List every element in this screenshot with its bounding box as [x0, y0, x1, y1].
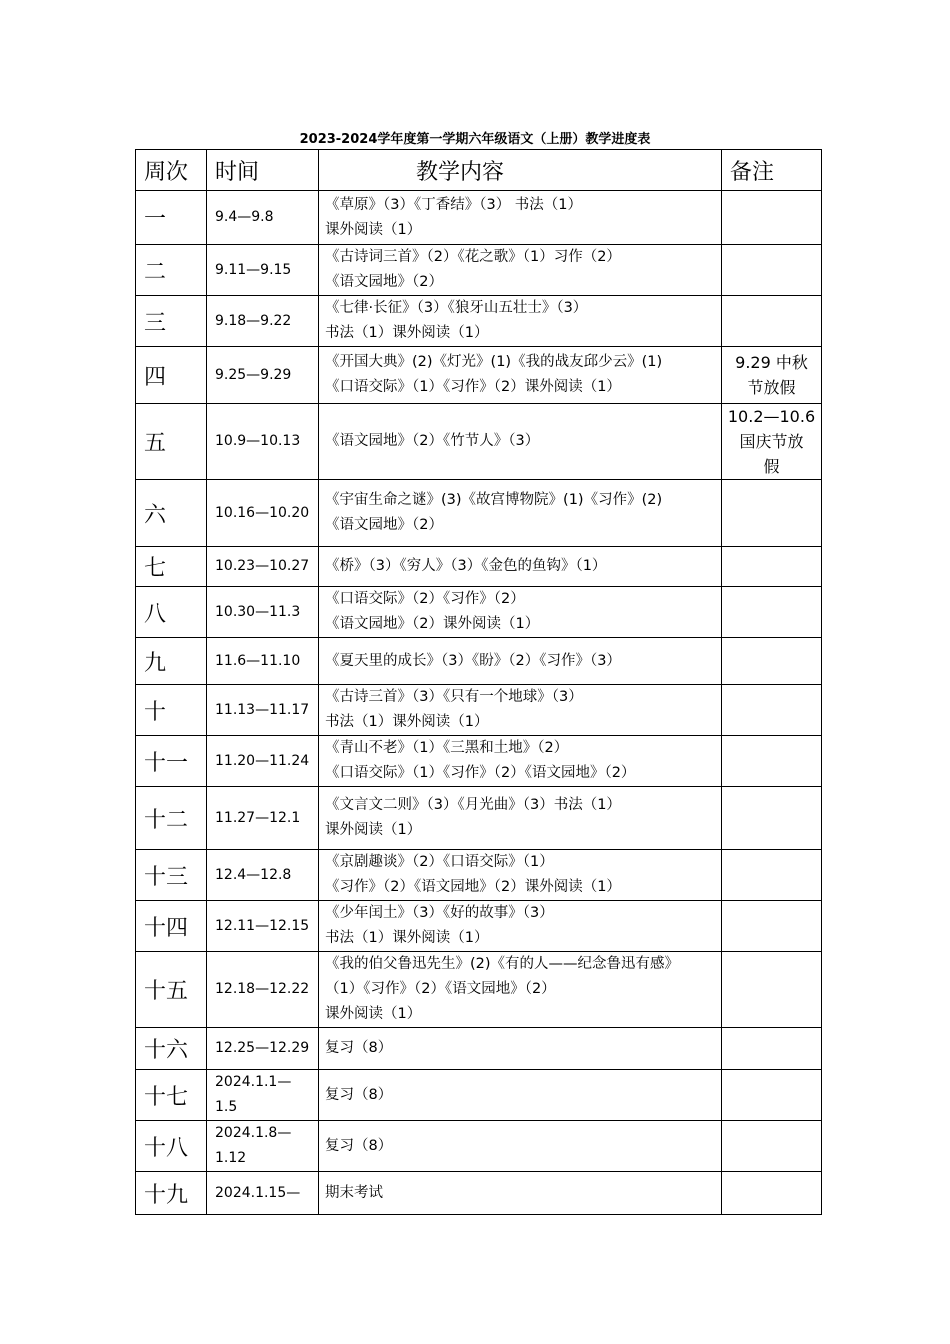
note-cell: [722, 850, 822, 901]
date-cell: [207, 404, 319, 480]
content-cell: [319, 404, 722, 480]
date-text: 9.25—9.29: [215, 366, 292, 383]
week-cell: 五: [136, 404, 207, 480]
date-text: 12.18—12.22: [215, 981, 310, 997]
note-cell: [722, 787, 822, 850]
note-line: 10.2—10.6: [727, 407, 816, 426]
date-text: 2024.1.8—: [215, 1125, 292, 1141]
header-time: 时间: [207, 150, 319, 191]
header-note: 备注: [722, 150, 822, 191]
week-cell: 九: [136, 638, 207, 685]
content-line: 课外阅读（1）: [325, 1006, 422, 1022]
note-cell: [722, 587, 822, 638]
note-cell: [722, 1172, 822, 1215]
content-cell: [319, 638, 722, 685]
content-cell: [319, 1070, 722, 1121]
week-cell: 十八: [136, 1121, 207, 1172]
note-cell: [722, 547, 822, 587]
content-line: 《草原》（3）《丁香结》（3） 书法（1）: [325, 196, 583, 213]
content-line: 《少年闰土》（3）《好的故事》（3）: [325, 905, 554, 921]
date-cell: [207, 685, 319, 736]
date-text: 10.23—10.27: [215, 558, 310, 574]
week-cell: 十三: [136, 850, 207, 901]
content-cell: [319, 736, 722, 787]
date-text: 11.6—11.10: [215, 652, 301, 669]
date-cell: [207, 191, 319, 245]
table-row: [136, 638, 822, 685]
table-row: [136, 901, 822, 952]
note-line: 9.29 中秋: [735, 353, 808, 372]
date-text: 11.27—12.1: [215, 809, 301, 826]
content-line: 《宇宙生命之谜》(3)《故宫博物院》(1)《习作》(2): [325, 492, 663, 508]
content-cell: [319, 901, 722, 952]
date-cell: [207, 480, 319, 547]
week-cell: 七: [136, 547, 207, 587]
week-cell: 十五: [136, 952, 207, 1028]
note-cell: [722, 191, 822, 245]
content-line: 《语文园地》（2）课外阅读（1）: [325, 616, 540, 632]
content-cell: [319, 245, 722, 296]
table-row: [136, 736, 822, 787]
date-text: 10.16—10.20: [215, 504, 310, 521]
date-cell: [207, 245, 319, 296]
note-cell: [722, 901, 822, 952]
week-cell: 一: [136, 191, 207, 245]
week-cell: 十六: [136, 1028, 207, 1070]
content-line: 《青山不老》（1）《三黑和土地》（2）: [325, 740, 569, 756]
date-text: 11.13—11.17: [215, 701, 310, 718]
content-cell: [319, 296, 722, 347]
content-line: 《文言文二则》（3）《月光曲》（3）书法（1）: [325, 797, 621, 813]
note-cell: [722, 1070, 822, 1121]
content-cell: [319, 1121, 722, 1172]
content-line: 《习作》（2）《语文园地》（2）课外阅读（1）: [325, 879, 621, 895]
date-cell: [207, 850, 319, 901]
table-row: [136, 1172, 822, 1215]
note-cell: [722, 1121, 822, 1172]
date-text-cont: 1.12: [215, 1150, 247, 1166]
table-row: [136, 404, 822, 480]
date-cell: [207, 547, 319, 587]
content-line: 《口语交际》（1）《习作》（2）课外阅读（1）: [325, 379, 621, 395]
content-line: （1）《习作》（2）《语文园地》（2）: [325, 981, 556, 997]
note-cell: [722, 296, 822, 347]
week-cell: 三: [136, 296, 207, 347]
date-cell: [207, 787, 319, 850]
content-cell: [319, 850, 722, 901]
date-text: 9.18—9.22: [215, 312, 292, 329]
content-line: 复习（8）: [325, 1040, 393, 1056]
date-cell: [207, 1121, 319, 1172]
date-cell: [207, 1172, 319, 1215]
week-cell: 十四: [136, 901, 207, 952]
note-cell: [722, 736, 822, 787]
content-line: 《古诗三首》（3）《只有一个地球》（3）: [325, 689, 583, 705]
date-text: 9.4—9.8: [215, 209, 274, 225]
date-text: 12.4—12.8: [215, 866, 292, 883]
content-cell: [319, 480, 722, 547]
content-cell: [319, 547, 722, 587]
week-cell: 十二: [136, 787, 207, 850]
content-line: 《夏天里的成长》（3）《盼》（2）《习作》（3）: [325, 652, 621, 669]
content-line: 《古诗词三首》（2）《花之歌》（1）习作（2）: [325, 249, 621, 265]
date-text: 2024.1.1—: [215, 1074, 292, 1090]
table-row: [136, 1028, 822, 1070]
content-line: 《口语交际》（1）《习作》（2）《语文园地》（2）: [325, 765, 636, 781]
table-row: [136, 480, 822, 547]
table-row: [136, 787, 822, 850]
content-line: 复习（8）: [325, 1137, 393, 1154]
date-text: 9.11—9.15: [215, 261, 292, 278]
table-row: [136, 296, 822, 347]
date-text: 10.30—11.3: [215, 603, 301, 620]
table-row: [136, 547, 822, 587]
note-cell: [722, 1028, 822, 1070]
content-line: 《语文园地》（2）《竹节人》（3）: [325, 433, 540, 449]
week-cell: 四: [136, 347, 207, 404]
note-cell: [722, 480, 822, 547]
date-cell: [207, 347, 319, 404]
table-row: [136, 1121, 822, 1172]
content-line: 期末考试: [325, 1184, 383, 1201]
week-cell: 六: [136, 480, 207, 547]
week-cell: 十一: [136, 736, 207, 787]
week-cell: 十九: [136, 1172, 207, 1215]
content-line: 《我的伯父鲁迅先生》(2)《有的人——纪念鲁迅有感》: [325, 956, 680, 972]
content-line: 《京剧趣谈》（2）《口语交际》（1）: [325, 854, 554, 870]
content-cell: [319, 587, 722, 638]
content-line: 《口语交际》（2）《习作》（2）: [325, 591, 525, 607]
date-cell: [207, 952, 319, 1028]
header-week: 周次: [136, 150, 207, 191]
content-line: 书法（1）课外阅读（1）: [325, 930, 489, 946]
content-cell: [319, 347, 722, 404]
content-cell: [319, 787, 722, 850]
date-cell: [207, 638, 319, 685]
content-line: 书法（1）课外阅读（1）: [325, 714, 489, 730]
week-cell: 二: [136, 245, 207, 296]
date-cell: [207, 736, 319, 787]
content-line: 《开国大典》(2)《灯光》(1)《我的战友邱少云》(1): [325, 354, 663, 370]
date-cell: [207, 296, 319, 347]
schedule-table: [135, 149, 822, 1215]
table-row: [136, 850, 822, 901]
content-line: 《语文园地》（2）: [325, 517, 443, 533]
note-cell: [722, 404, 822, 480]
header-row: [136, 150, 822, 191]
note-cell: [722, 685, 822, 736]
content-cell: [319, 952, 722, 1028]
date-cell: [207, 1070, 319, 1121]
table-row: [136, 952, 822, 1028]
week-cell: 八: [136, 587, 207, 638]
page-title: 2023-2024学年度第一学期六年级语文（上册）教学进度表: [299, 132, 651, 147]
week-cell: 十七: [136, 1070, 207, 1121]
content-line: 课外阅读（1）: [325, 221, 422, 238]
content-cell: [319, 191, 722, 245]
content-cell: [319, 1172, 722, 1215]
note-cell: [722, 952, 822, 1028]
date-cell: [207, 1028, 319, 1070]
content-cell: [319, 685, 722, 736]
table-row: [136, 1070, 822, 1121]
date-text-cont: 1.5: [215, 1099, 238, 1115]
date-text: 2024.1.15—: [215, 1184, 301, 1201]
table-row: [136, 347, 822, 404]
date-text: 12.11—12.15: [215, 917, 310, 934]
content-cell: [319, 1028, 722, 1070]
date-cell: [207, 587, 319, 638]
content-line: 复习（8）: [325, 1086, 393, 1103]
date-text: 11.20—11.24: [215, 752, 310, 769]
table-row: [136, 587, 822, 638]
content-line: 《桥》（3）《穷人》（3）《金色的鱼钩》（1）: [325, 558, 607, 574]
note-line: 假: [763, 457, 780, 476]
table-row: [136, 245, 822, 296]
table-row: [136, 191, 822, 245]
content-line: 《语文园地》（2）: [325, 274, 443, 290]
date-text: 12.25—12.29: [215, 1040, 310, 1056]
note-cell: [722, 347, 822, 404]
week-cell: 十: [136, 685, 207, 736]
content-line: 课外阅读（1）: [325, 822, 422, 838]
note-line: 国庆节放: [739, 432, 804, 451]
date-text: 10.9—10.13: [215, 433, 301, 449]
note-cell: [722, 638, 822, 685]
date-cell: [207, 901, 319, 952]
header-content: 教学内容: [319, 150, 722, 191]
note-line: 节放假: [747, 378, 796, 397]
content-line: 《七律·长征》（3）《狼牙山五壮士》（3）: [325, 300, 588, 316]
content-line: 书法（1）课外阅读（1）: [325, 325, 489, 341]
note-cell: [722, 245, 822, 296]
table-row: [136, 685, 822, 736]
